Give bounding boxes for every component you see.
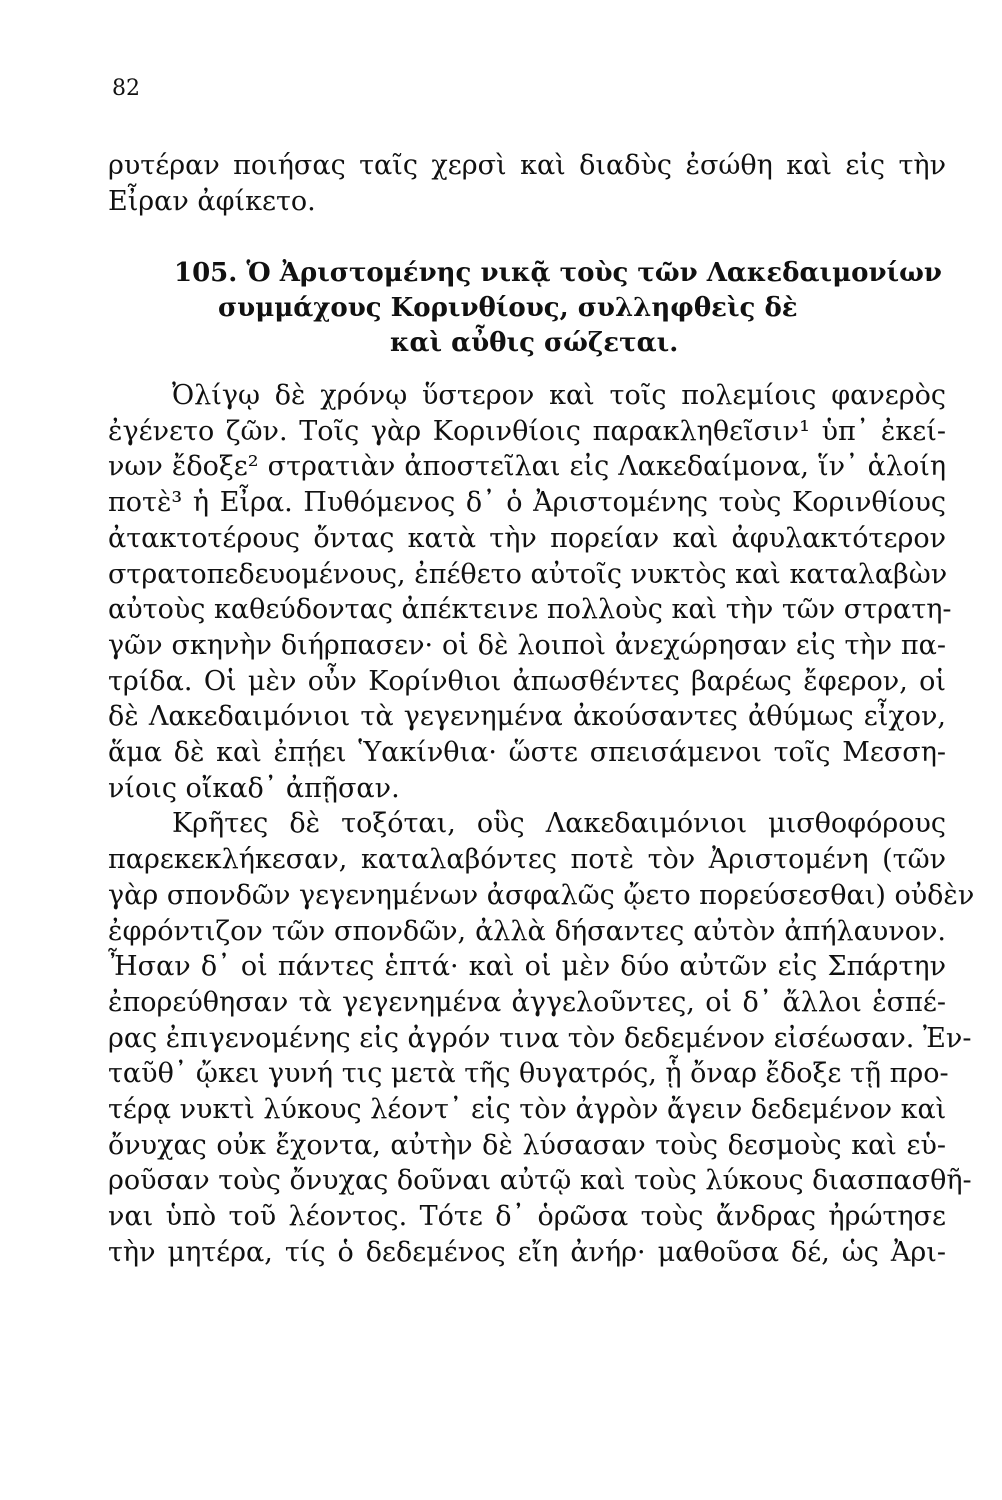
text-line: ἐπορεύθησαν τὰ γεγενημένα ἀγγελοῦντες, οἱ δ᾽ ἄλλοι ἑσπέ-: [108, 986, 946, 1018]
text-line: νίοις οἴκαδ᾽ ἀπῇσαν.: [108, 772, 400, 804]
text-line: ταῦθ᾽ ᾤκει γυνή τις μετὰ τῆς θυγατρός, ᾗ ὄναρ ἔδοξε τῇ προ-: [108, 1058, 949, 1090]
heading-line: συμμάχους Κορινθίους, συλληφθεὶς δὲ: [218, 293, 798, 323]
text-line: ἐγένετο ζῶν. Τοῖς γὰρ Κορινθίοις παρακληθεῖσιν¹ ὑπ᾽ ἐκεί-: [108, 415, 946, 447]
text-line: στρατοπεδευομένους, ἐπέθετο αὐτοῖς νυκτὸς καὶ καταλαβὼν: [108, 558, 948, 590]
body-text: [108, 378, 975, 1271]
text-line: γῶν σκηνὴν διήρπασεν· οἱ δὲ λοιποὶ ἀνεχώρησαν εἰς τὴν πα-: [108, 629, 946, 661]
text-line: ναι ὑπὸ τοῦ λέοντος. Τότε δ᾽ ὁρῶσα τοὺς ἄνδρας ἠρώτησε: [108, 1201, 946, 1233]
text-line: τρίδα. Οἱ μὲν οὖν Κορίνθιοι ἀπωσθέντες βαρέως ἔφερον, οἱ: [108, 665, 946, 697]
text-line: ποτὲ³ ἡ Εἶρα. Πυθόμενος δ᾽ ὁ Ἀριστομένης τοὺς Κορινθίους: [108, 487, 946, 519]
text-line: ὄνυχας οὐκ ἔχοντα, αὐτὴν δὲ λύσασαν τοὺς δεσμοὺς καὶ εὑ-: [108, 1129, 946, 1161]
text-line: τέρᾳ νυκτὶ λύκους λέοντ᾽ εἰς τὸν ἀγρὸν ἄγειν δεδεμένον καὶ: [108, 1094, 947, 1126]
text-line: νων ἔδοξε² στρατιὰν ἀποστεῖλαι εἰς Λακεδαίμονα, ἵν᾽ ἁλοίη: [108, 451, 946, 483]
text-line: ἀτακτοτέρους ὄντας κατὰ τὴν πορείαν καὶ ἀφυλακτότερον: [108, 522, 946, 554]
intro-paragraph: [108, 148, 946, 219]
section-heading: [108, 256, 946, 361]
heading-line: καὶ αὖθις σώζεται.: [390, 328, 679, 358]
text-line: ρας ἐπιγενομένης εἰς ἀγρόν τινα τὸν δεδεμένον εἰσέωσαν. Ἐν-: [108, 1022, 972, 1054]
text-line: γὰρ σπονδῶν γεγενημένων ἀσφαλῶς ᾤετο πορεύσεσθαι) οὐδὲν: [108, 879, 975, 911]
text-line: παρεκεκλήκεσαν, καταλαβόντες ποτὲ τὸν Ἀριστομένη (τῶν: [108, 844, 946, 876]
heading-line: 105. Ὁ Ἀριστομένης νικᾷ τοὺς τῶν Λακεδαιμονίων: [174, 258, 942, 288]
text-line: Κρῆτες δὲ τοξόται, οὓς Λακεδαιμόνιοι μισθοφόρους: [172, 808, 946, 840]
text-line: ἐφρόντιζον τῶν σπονδῶν, ἀλλὰ δήσαντες αὐτὸν ἀπήλαυνον.: [108, 915, 946, 947]
text-line: τὴν μητέρα, τίς ὁ δεδεμένος εἴη ἀνήρ· μαθοῦσα δέ, ὡς Ἀρι-: [108, 1236, 946, 1268]
text-line: Ἦσαν δ᾽ οἱ πάντες ἑπτά· καὶ οἱ μὲν δύο αὐτῶν εἰς Σπάρτην: [108, 951, 946, 983]
text-line: δὲ Λακεδαιμόνιοι τὰ γεγενημένα ἀκούσαντες ἀθύμως εἶχον,: [108, 701, 946, 733]
text-line: ροῦσαν τοὺς ὄνυχας δοῦναι αὐτῷ καὶ τοὺς λύκους διασπασθῆ-: [108, 1165, 972, 1197]
text-line: Εἶραν ἀφίκετο.: [108, 185, 316, 217]
text-line: ἅμα δὲ καὶ ἐπῄει Ὑακίνθια· ὥστε σπεισάμενοι τοῖς Μεσση-: [108, 737, 946, 769]
text-line: ρυτέραν ποιήσας ταῖς χερσὶ καὶ διαδὺς ἐσώθη καὶ εἰς τὴν: [108, 150, 946, 181]
text-line: Ὀλίγῳ δὲ χρόνῳ ὕστερον καὶ τοῖς πολεμίοις φανερὸς: [172, 380, 946, 411]
text-line: αὐτοὺς καθεύδοντας ἀπέκτεινε πολλοὺς καὶ τὴν τῶν στρατη-: [108, 594, 952, 626]
page-number: 82: [112, 76, 140, 101]
